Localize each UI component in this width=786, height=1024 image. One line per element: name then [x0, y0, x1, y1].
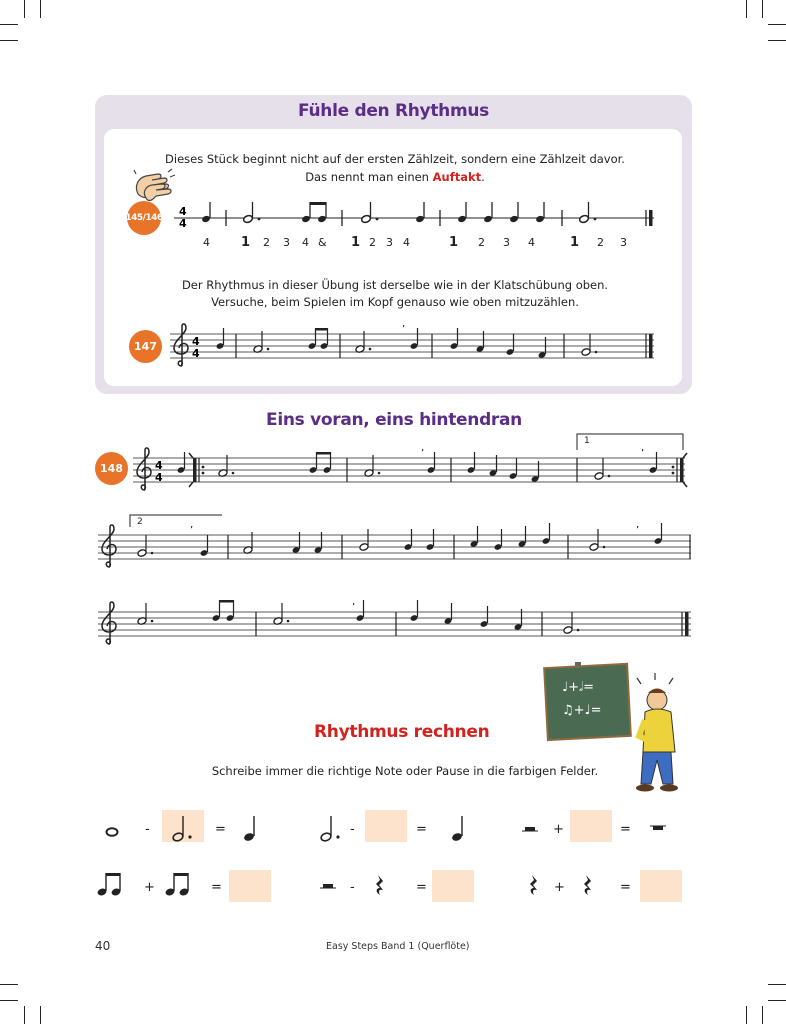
count: 4: [403, 236, 410, 249]
note-line-2: Versuche, beim Spielen im Kopf genauso wie oben mitzuzählen.: [211, 295, 579, 309]
svg-text:4: 4: [192, 335, 200, 348]
staff-148-line-1: [133, 445, 693, 495]
crop-mark: [0, 984, 18, 985]
rhythm-line: [170, 200, 660, 236]
plus-sign: +: [554, 880, 565, 895]
svg-text:’: ’: [421, 448, 425, 459]
equals-sign: =: [416, 822, 427, 837]
minus-sign: -: [350, 822, 355, 837]
crop-mark: [762, 0, 763, 18]
plus-sign: +: [553, 822, 564, 837]
crop-mark: [24, 0, 25, 18]
plus-sign: +: [144, 880, 155, 895]
treble-clef-icon: [102, 602, 116, 644]
staff-148-line-2: [98, 513, 693, 571]
crop-mark: [762, 1006, 763, 1024]
book-title: Easy Steps Band 1 (Querflöte): [326, 941, 470, 952]
equals-sign: =: [620, 822, 631, 837]
track-badge-147: 147: [129, 330, 162, 363]
quarter-rest-icon: [582, 874, 594, 896]
svg-text:’: ’: [402, 324, 406, 335]
note-line-1: Der Rhythmus in dieser Übung ist derselbe wie in der Klatschübung oben.: [181, 278, 609, 292]
crop-mark: [768, 24, 786, 25]
count: 3: [503, 236, 510, 249]
answer-field[interactable]: [365, 810, 407, 842]
eighth-note-pair-icon: [164, 870, 194, 898]
staff-147: [170, 322, 660, 370]
page-number: 40: [95, 939, 111, 953]
count: 1: [570, 235, 580, 250]
treble-clef-icon: [102, 525, 116, 567]
minus-sign: -: [145, 822, 150, 837]
whole-rest-icon: [650, 824, 666, 834]
answer-field[interactable]: [570, 810, 612, 842]
count: 1: [449, 235, 459, 250]
section-title-rhythmus-rechnen: Rhythmus rechnen: [314, 722, 490, 742]
eighth-note-pair-icon: [96, 870, 126, 898]
svg-text:’: ’: [636, 525, 640, 536]
quarter-rest-icon: [374, 874, 386, 896]
chalkboard-line-1: ♩+𝅗𝅥=: [562, 680, 595, 695]
crop-mark: [768, 1000, 786, 1001]
crop-mark: [768, 40, 786, 41]
equals-sign: =: [416, 880, 427, 895]
equals-sign: =: [215, 822, 226, 837]
chalkboard-line-2: ♫+♩=: [562, 703, 602, 718]
section-title-rhythm: Fühle den Rhythmus: [298, 101, 490, 121]
crop-mark: [0, 40, 18, 41]
half-rest-icon: [320, 881, 336, 891]
count: 1: [351, 235, 361, 250]
count: 4: [203, 236, 210, 249]
minus-sign: -: [350, 880, 355, 895]
svg-text:’: ’: [641, 448, 645, 459]
svg-text:’: ’: [190, 525, 194, 536]
intro-text: Das nennt man einen: [305, 170, 433, 184]
answer-field[interactable]: [640, 870, 682, 902]
count: 2: [597, 236, 604, 249]
equals-sign: =: [620, 880, 631, 895]
crop-mark: [0, 24, 18, 25]
dotted-half-note-icon: [170, 814, 196, 844]
quarter-note-icon: [450, 814, 468, 844]
svg-text:4: 4: [155, 471, 163, 484]
equals-sign: =: [211, 880, 222, 895]
crop-mark: [768, 984, 786, 985]
section-title-eins-voran: Eins voran, eins hintendran: [266, 410, 522, 430]
treble-clef-icon: [137, 448, 151, 490]
treble-clef-icon: [174, 324, 188, 366]
whole-note-icon: [105, 825, 119, 839]
quarter-note-icon: [242, 814, 260, 844]
count: 2: [369, 236, 376, 249]
dotted-half-note-icon: [318, 814, 344, 844]
intro-period: .: [481, 170, 485, 184]
crop-mark: [0, 1000, 18, 1001]
svg-text:4: 4: [179, 217, 187, 230]
instruction-text: Schreibe immer die richtige Note oder Pause in die farbigen Felder.: [211, 764, 599, 778]
answer-field[interactable]: [229, 870, 271, 902]
half-rest-icon: [522, 824, 538, 834]
count: 1: [241, 235, 251, 250]
count: 2: [478, 236, 485, 249]
track-badge-145-146: 145/146: [127, 201, 161, 235]
count: 3: [386, 236, 393, 249]
auftakt-highlight: Auftakt: [432, 170, 482, 184]
count: 3: [283, 236, 290, 249]
svg-text:4: 4: [192, 347, 200, 360]
crop-mark: [40, 1006, 41, 1024]
svg-text:4: 4: [155, 459, 163, 472]
staff-148-line-3: [98, 598, 693, 656]
intro-line-2: [140, 170, 650, 184]
count: 3: [620, 236, 627, 249]
count: 4: [302, 236, 309, 249]
ending-1-label: 1: [584, 436, 590, 446]
quarter-rest-icon: [528, 874, 540, 896]
crop-mark: [746, 1006, 747, 1024]
intro-line-1: Dieses Stück beginnt nicht auf der ersten Zählzeit, sondern eine Zählzeit davor.: [165, 152, 625, 166]
track-badge-148: 148: [95, 452, 128, 485]
crop-mark: [746, 0, 747, 18]
count: 4: [528, 236, 535, 249]
crop-mark: [40, 0, 41, 18]
svg-text:4: 4: [179, 205, 187, 218]
count: 2: [263, 236, 270, 249]
ending-2-label: 2: [137, 517, 143, 527]
svg-text:’: ’: [352, 602, 356, 613]
count: &: [318, 236, 327, 249]
crop-mark: [24, 1006, 25, 1024]
answer-field[interactable]: [432, 870, 474, 902]
